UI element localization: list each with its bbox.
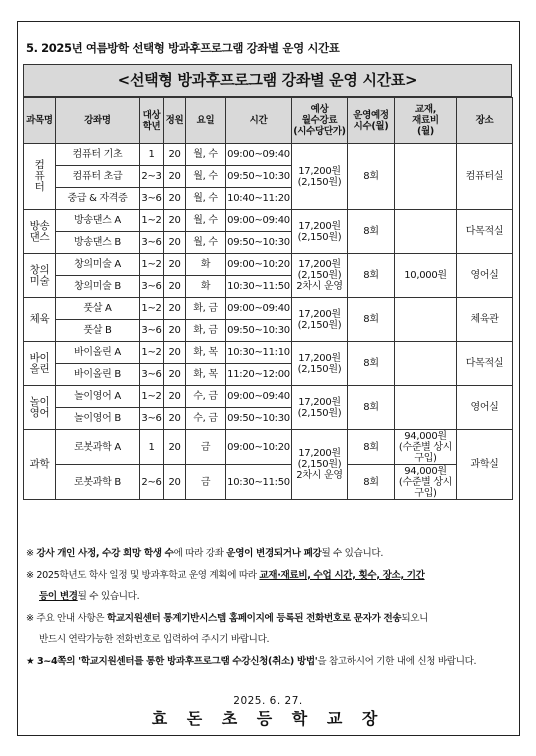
notice-4: ★ 3~4쪽의 '학교지원센터를 통한 방과후프로그램 수강신청(취소) 방법'을 참고하시어 기한 내에 신청 바랍니다. bbox=[26, 655, 477, 667]
cell-material: 94,000원 (수준별 상시 구입) bbox=[395, 430, 457, 465]
cell-subject: 컴 퓨 터 bbox=[24, 144, 56, 210]
cell-place: 영어실 bbox=[457, 254, 513, 298]
cell-day: 월, 수 bbox=[186, 188, 226, 210]
cell-material bbox=[395, 144, 457, 210]
cell-grade: 3~6 bbox=[140, 364, 164, 386]
cell-sessions: 8회 bbox=[348, 342, 395, 386]
cell-grade: 3~6 bbox=[140, 188, 164, 210]
cell-capacity: 20 bbox=[164, 430, 186, 465]
table-row bbox=[24, 430, 513, 465]
header-sessions: 운영예정 시수(월) bbox=[348, 98, 395, 144]
cell-course: 놀이영어 B bbox=[56, 408, 140, 430]
table-row bbox=[24, 342, 513, 364]
cell-grade: 2~6 bbox=[140, 465, 164, 500]
cell-capacity: 20 bbox=[164, 254, 186, 276]
cell-place: 다목적실 bbox=[457, 342, 513, 386]
cell-capacity: 20 bbox=[164, 364, 186, 386]
cell-sessions: 8회 bbox=[348, 298, 395, 342]
cell-day: 화, 목 bbox=[186, 342, 226, 364]
cell-capacity: 20 bbox=[164, 320, 186, 342]
cell-course: 방송댄스 B bbox=[56, 232, 140, 254]
timetable-banner: <선택형 방과후프로그램 강좌별 운영 시간표> bbox=[23, 64, 512, 97]
cell-course: 놀이영어 A bbox=[56, 386, 140, 408]
cell-material bbox=[395, 210, 457, 254]
cell-place: 컴퓨터실 bbox=[457, 144, 513, 210]
cell-course: 바이올린 B bbox=[56, 364, 140, 386]
cell-subject: 방송 댄스 bbox=[24, 210, 56, 254]
cell-course: 방송댄스 A bbox=[56, 210, 140, 232]
header-fee: 예상 월수강료 (시수당단가) bbox=[292, 98, 348, 144]
cell-time: 09:50~10:30 bbox=[226, 408, 292, 430]
header-subject: 과목명 bbox=[24, 98, 56, 144]
cell-time: 10:30~11:50 bbox=[226, 465, 292, 500]
cell-time: 10:30~11:10 bbox=[226, 342, 292, 364]
cell-material: 94,000원 (수준별 상시 구입) bbox=[395, 465, 457, 500]
cell-capacity: 20 bbox=[164, 188, 186, 210]
cell-time: 09:00~10:20 bbox=[226, 254, 292, 276]
table-row bbox=[24, 465, 513, 500]
cell-capacity: 20 bbox=[164, 298, 186, 320]
cell-grade: 2~3 bbox=[140, 166, 164, 188]
cell-capacity: 20 bbox=[164, 342, 186, 364]
table-row bbox=[24, 298, 513, 320]
cell-fee: 17,200원 (2,150원) 2차시 운영 bbox=[292, 254, 348, 298]
cell-day: 월, 수 bbox=[186, 210, 226, 232]
cell-day: 수, 금 bbox=[186, 386, 226, 408]
cell-fee: 17,200원 (2,150원) bbox=[292, 298, 348, 342]
cell-grade: 3~6 bbox=[140, 320, 164, 342]
cell-time: 09:50~10:30 bbox=[226, 166, 292, 188]
cell-grade: 3~6 bbox=[140, 276, 164, 298]
cell-course: 창의미술 B bbox=[56, 276, 140, 298]
cell-time: 09:00~09:40 bbox=[226, 386, 292, 408]
cell-capacity: 20 bbox=[164, 232, 186, 254]
cell-sessions: 8회 bbox=[348, 430, 395, 465]
cell-sessions: 8회 bbox=[348, 210, 395, 254]
cell-capacity: 20 bbox=[164, 144, 186, 166]
cell-grade: 3~6 bbox=[140, 232, 164, 254]
cell-subject: 바이 올린 bbox=[24, 342, 56, 386]
cell-day: 월, 수 bbox=[186, 144, 226, 166]
cell-capacity: 20 bbox=[164, 276, 186, 298]
cell-day: 화, 목 bbox=[186, 364, 226, 386]
notice-3-cont: 반드시 연락가능한 전화번호로 입력하여 주시기 바랍니다. bbox=[39, 634, 270, 645]
cell-time: 11:20~12:00 bbox=[226, 364, 292, 386]
cell-place: 과학실 bbox=[457, 430, 513, 500]
cell-day: 금 bbox=[186, 430, 226, 465]
cell-day: 화, 금 bbox=[186, 320, 226, 342]
cell-course: 바이올린 A bbox=[56, 342, 140, 364]
cell-fee: 17,200원 (2,150원) bbox=[292, 210, 348, 254]
header-capacity: 정원 bbox=[164, 98, 186, 144]
school-principal-signature: 효 돈 초 등 학 교 장 bbox=[151, 709, 385, 728]
header-course: 강좌명 bbox=[56, 98, 140, 144]
cell-capacity: 20 bbox=[164, 465, 186, 500]
cell-place: 영어실 bbox=[457, 386, 513, 430]
cell-fee: 17,200원 (2,150원) bbox=[292, 144, 348, 210]
cell-grade: 1~2 bbox=[140, 298, 164, 320]
table-row bbox=[24, 144, 513, 166]
notice-section bbox=[26, 543, 516, 672]
cell-day: 월, 수 bbox=[186, 232, 226, 254]
cell-grade: 1 bbox=[140, 430, 164, 465]
cell-capacity: 20 bbox=[164, 408, 186, 430]
cell-course: 풋살 B bbox=[56, 320, 140, 342]
cell-material: 10,000원 bbox=[395, 254, 457, 298]
cell-grade: 1~2 bbox=[140, 342, 164, 364]
cell-subject: 창의 미술 bbox=[24, 254, 56, 298]
cell-course: 창의미술 A bbox=[56, 254, 140, 276]
notice-1: ※ 강사 개인 사정, 수강 희망 학생 수에 따라 강좌 운영이 변경되거나 폐강될 수 있습니다. bbox=[26, 548, 384, 559]
cell-day: 금 bbox=[186, 465, 226, 500]
table-row bbox=[24, 210, 513, 232]
cell-capacity: 20 bbox=[164, 166, 186, 188]
cell-capacity: 20 bbox=[164, 386, 186, 408]
cell-capacity: 20 bbox=[164, 210, 186, 232]
notice-2-cont: 등이 변경될 수 있습니다. bbox=[39, 591, 140, 602]
cell-day: 수, 금 bbox=[186, 408, 226, 430]
cell-material bbox=[395, 386, 457, 430]
cell-course: 풋살 A bbox=[56, 298, 140, 320]
cell-time: 09:50~10:30 bbox=[226, 320, 292, 342]
cell-fee: 17,200원 (2,150원) 2차시 운영 bbox=[292, 430, 348, 500]
cell-sessions: 8회 bbox=[348, 386, 395, 430]
notice-2: ※ 2025학년도 학사 일정 및 방과후학교 운영 계획에 따라 교재·재료비, 수업 시간, 횟수, 장소, 기간 bbox=[26, 569, 425, 581]
header-grade: 대상 학년 bbox=[140, 98, 164, 144]
cell-course: 컴퓨터 초급 bbox=[56, 166, 140, 188]
cell-time: 09:00~09:40 bbox=[226, 144, 292, 166]
cell-sessions: 8회 bbox=[348, 465, 395, 500]
cell-grade: 3~6 bbox=[140, 408, 164, 430]
cell-day: 화 bbox=[186, 254, 226, 276]
cell-course: 로봇과학 A bbox=[56, 430, 140, 465]
cell-grade: 1 bbox=[140, 144, 164, 166]
cell-time: 09:00~10:20 bbox=[226, 430, 292, 465]
cell-day: 화 bbox=[186, 276, 226, 298]
cell-day: 화, 금 bbox=[186, 298, 226, 320]
cell-material bbox=[395, 342, 457, 386]
cell-fee: 17,200원 (2,150원) bbox=[292, 342, 348, 386]
cell-grade: 1~2 bbox=[140, 254, 164, 276]
cell-day: 월, 수 bbox=[186, 166, 226, 188]
cell-course: 컴퓨터 기초 bbox=[56, 144, 140, 166]
cell-subject: 놀이 영어 bbox=[24, 386, 56, 430]
header-place: 장소 bbox=[457, 98, 513, 144]
cell-course: 로봇과학 B bbox=[56, 465, 140, 500]
cell-sessions: 8회 bbox=[348, 144, 395, 210]
notice-date: 2025. 6. 27. bbox=[233, 695, 303, 707]
header-time: 시간 bbox=[226, 98, 292, 144]
section-heading: 5. 2025년 여름방학 선택형 방과후프로그램 강좌별 운영 시간표 bbox=[26, 41, 340, 55]
header-material: 교재, 재료비 (월) bbox=[395, 98, 457, 144]
cell-time: 09:00~09:40 bbox=[226, 210, 292, 232]
cell-time: 10:40~11:20 bbox=[226, 188, 292, 210]
table-header-row bbox=[24, 98, 513, 144]
cell-subject: 과학 bbox=[24, 430, 56, 500]
table-row bbox=[24, 254, 513, 276]
schedule-table bbox=[23, 97, 513, 500]
cell-sessions: 8회 bbox=[348, 254, 395, 298]
cell-time: 09:00~09:40 bbox=[226, 298, 292, 320]
table-row bbox=[24, 386, 513, 408]
cell-grade: 1~2 bbox=[140, 386, 164, 408]
cell-time: 10:30~11:50 bbox=[226, 276, 292, 298]
notice-3: ※ 주요 안내 사항은 학교지원센터 통계기반시스템 홈페이지에 등록된 전화번호로 문자가 전송되오니 bbox=[26, 612, 429, 624]
cell-place: 다목적실 bbox=[457, 210, 513, 254]
header-day: 요일 bbox=[186, 98, 226, 144]
cell-place: 체육관 bbox=[457, 298, 513, 342]
cell-course: 중급 & 자격증 bbox=[56, 188, 140, 210]
cell-subject: 체육 bbox=[24, 298, 56, 342]
cell-material bbox=[395, 298, 457, 342]
cell-fee: 17,200원 (2,150원) bbox=[292, 386, 348, 430]
cell-grade: 1~2 bbox=[140, 210, 164, 232]
cell-time: 09:50~10:30 bbox=[226, 232, 292, 254]
